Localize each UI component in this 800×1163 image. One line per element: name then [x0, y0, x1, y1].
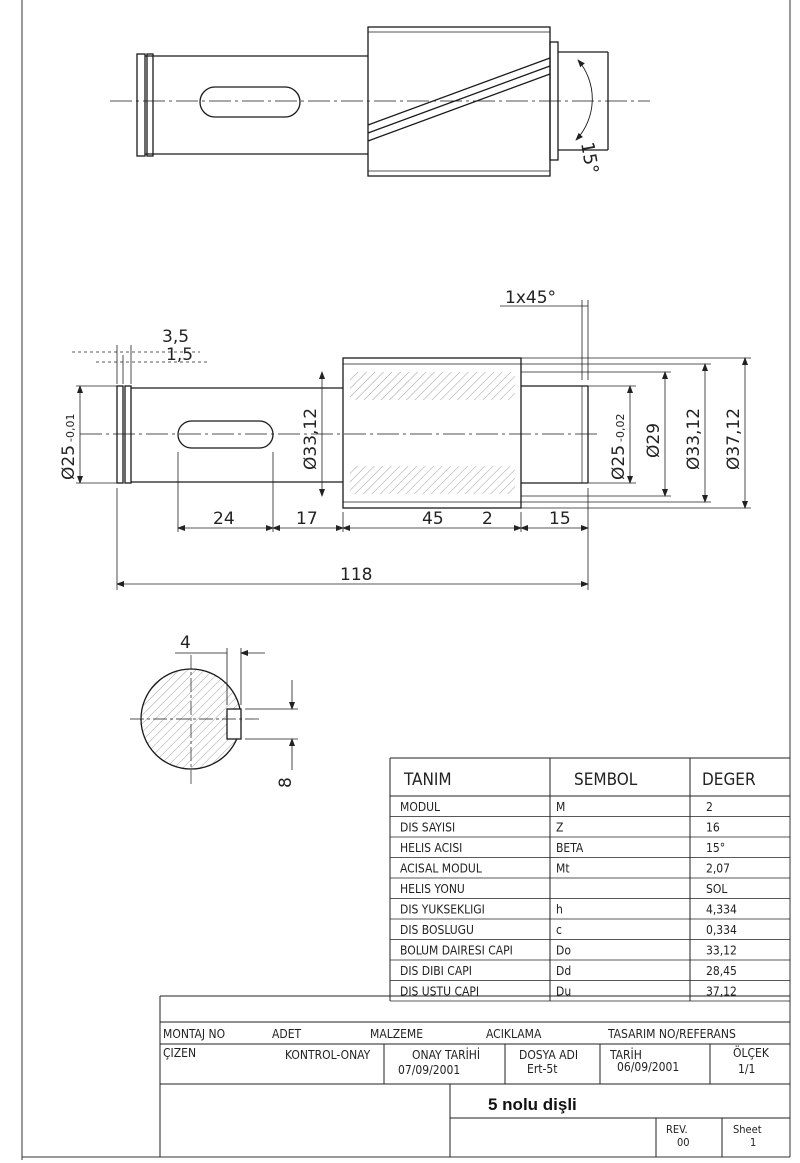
table-row-param: DIS YUKSEKLIGI [400, 902, 485, 917]
dim-key-depth: 8 [276, 777, 296, 788]
table-row-param: MODUL [400, 800, 441, 814]
label-tasarim: TASARIM NO/REFERANS [608, 1027, 736, 1041]
table-row-param: HELIS YONU [400, 882, 465, 896]
table-row-symbol: Dd [556, 964, 572, 978]
table-row-param: DIS USTU CAPI [400, 984, 480, 999]
label-sheet: Sheet [733, 1123, 762, 1136]
dim-length-17: 17 [296, 509, 318, 529]
label-malzeme: MALZEME [370, 1027, 424, 1041]
table-header-2: DEGER [702, 770, 756, 790]
section-view [130, 648, 298, 785]
value-olcek: 1/1 [738, 1062, 756, 1076]
dim-length-24: 24 [213, 509, 235, 529]
label-kontrol: KONTROL-ONAY [285, 1048, 371, 1062]
label-dosya-adi: DOSYA ADI [519, 1048, 579, 1062]
dim-diameter-33-left: Ø33,12 [301, 407, 321, 470]
table-row-value: 0,334 [706, 923, 737, 937]
side-view [80, 358, 600, 508]
table-row-value: 4,334 [706, 902, 737, 917]
table-row-symbol: Z [556, 820, 564, 835]
dim-key-width: 4 [180, 633, 191, 653]
table-row-value: 28,45 [706, 964, 737, 978]
table-header-0: TANIM [404, 770, 452, 790]
table-row-param: BOLUM DAIRESI CAPI [400, 943, 513, 958]
dim-diameter-left [59, 414, 79, 480]
table-row-value: 2,07 [706, 861, 731, 876]
table-row-value: 16 [706, 820, 720, 835]
dim-chamfer: 1x45° [505, 288, 557, 308]
value-rev: 00 [677, 1136, 690, 1149]
svg-text:Ø25: Ø25 [609, 444, 629, 480]
dim-diameter-right [609, 414, 629, 480]
value-onay-tarihi: 07/09/2001 [398, 1063, 461, 1077]
svg-text:-0,01: -0,01 [64, 413, 77, 442]
table-row-param: DIS BOSLUGU [400, 923, 474, 937]
table-row-param: ACISAL MODUL [400, 861, 482, 876]
label-cizen: ÇIZEN [163, 1046, 197, 1060]
table-row-symbol: BETA [556, 841, 584, 855]
dim-length-2: 2 [482, 509, 493, 529]
value-sheet: 1 [750, 1136, 757, 1149]
dim-diameter-33-right: Ø33,12 [684, 407, 704, 470]
helix-angle-label: 15° [576, 140, 603, 176]
table-row-value: 2 [706, 800, 713, 814]
drawing-title: 5 nolu dişli [488, 1095, 577, 1114]
label-rev: REV. [666, 1123, 688, 1136]
table-row-value: 37,12 [706, 984, 737, 999]
dim-length-118: 118 [340, 565, 373, 585]
dim-diameter-37: Ø37,12 [724, 407, 744, 470]
table-row-value: 33,12 [706, 943, 737, 958]
dim-groove-1-5: 1,5 [166, 345, 194, 365]
svg-text:Ø25: Ø25 [59, 444, 79, 480]
value-tarih: 06/09/2001 [617, 1060, 680, 1074]
dim-groove-3-5: 3,5 [162, 327, 190, 347]
table-row-param: DIS DIBI CAPI [400, 964, 472, 978]
label-montaj-no: MONTAJ NO [163, 1027, 226, 1041]
title-block-text [163, 1027, 770, 1149]
table-row-param: DIS SAYISI [400, 820, 456, 835]
table-header-1: SEMBOL [574, 770, 638, 790]
label-onay-tarihi: ONAY TARİHİ [412, 1048, 481, 1062]
value-dosya-adi: Ert-5t [527, 1062, 558, 1076]
label-olcek: ÖLÇEK [733, 1046, 769, 1060]
svg-text:-0,02: -0,02 [614, 413, 627, 442]
dim-diameter-29: Ø29 [644, 422, 664, 458]
table-row-value: SOL [706, 882, 728, 896]
table-row-symbol: c [556, 923, 562, 937]
label-aciklama: ACIKLAMA [486, 1027, 542, 1041]
table-row-symbol: Du [556, 984, 572, 999]
table-row-symbol: h [556, 902, 563, 917]
label-adet: ADET [272, 1027, 302, 1041]
dim-length-45: 45 [422, 509, 444, 529]
top-view [110, 27, 650, 176]
table-row-param: HELIS ACISI [400, 841, 463, 855]
title-block [160, 996, 790, 1157]
table-row-symbol: M [556, 800, 566, 814]
label-tarih: TARİH [610, 1048, 642, 1062]
table-row-symbol: Mt [556, 861, 570, 876]
dim-length-15: 15 [549, 509, 571, 529]
table-row-symbol: Do [556, 943, 571, 958]
table-row-value: 15° [706, 841, 726, 855]
gear-parameter-table [390, 758, 790, 1001]
